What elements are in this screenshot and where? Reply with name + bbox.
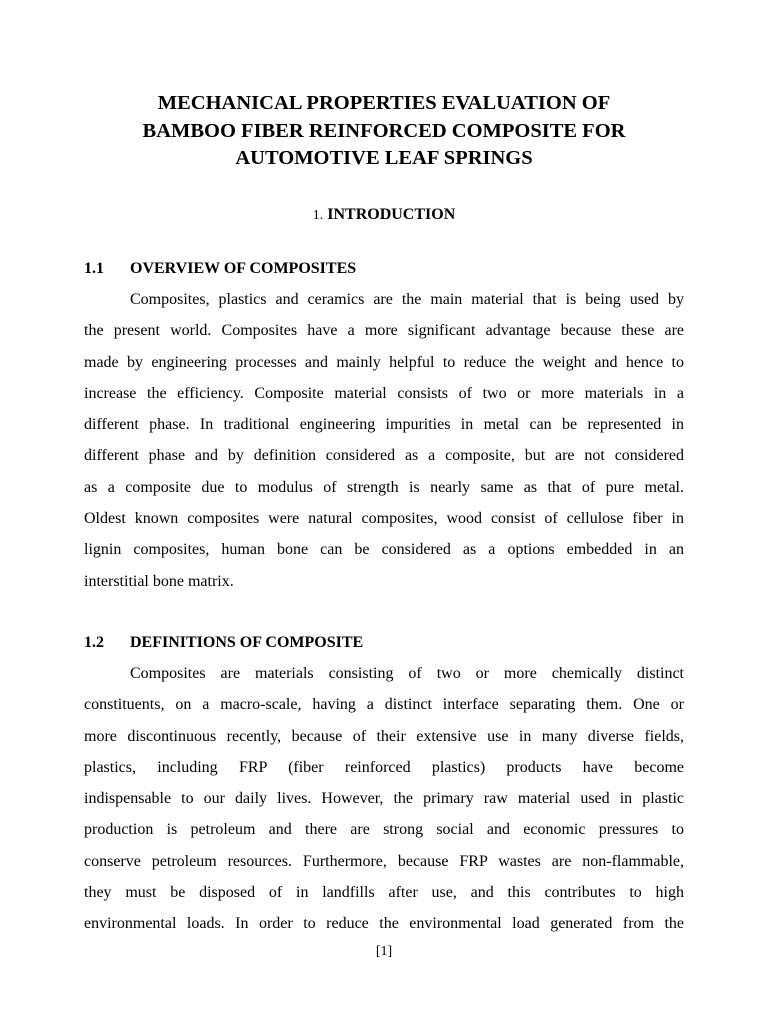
section-paragraph <box>84 663 684 945</box>
paragraph-line: environmental loads. In order to reduce the environmental load generated from the <box>84 915 684 933</box>
title-line: BAMBOO FIBER REINFORCED COMPOSITE FOR <box>142 119 626 142</box>
paragraph-line: different phase. In traditional engineering impurities in metal can be represented in <box>84 416 684 434</box>
section-number: 1.2 <box>84 634 104 651</box>
paragraph-line: they must be disposed of in landfills after use, and this contributes to high <box>84 884 684 902</box>
paragraph-line: Composites are materials consisting of two or more chemically distinct <box>130 665 684 682</box>
paragraph-line: conserve petroleum resources. Furthermore, because FRP wastes are non-flammable, <box>84 852 684 870</box>
paragraph-line: lignin composites, human bone can be considered as a options embedded in an <box>84 541 684 559</box>
section-paragraph <box>84 289 684 602</box>
paragraph-line: made by engineering processes and mainly helpful to reduce the weight and hence to <box>84 353 684 371</box>
chapter-number: 1. <box>312 208 324 223</box>
section-title: DEFINITIONS OF COMPOSITE <box>130 634 364 651</box>
paragraph-line: Oldest known composites were natural composites, wood consist of cellulose fiber in <box>84 510 684 528</box>
paragraph-line: as a composite due to modulus of strength is nearly same as that of pure metal. <box>84 478 684 496</box>
document-title <box>84 90 684 173</box>
chapter-heading <box>84 204 684 227</box>
page-number: [1] <box>375 944 393 959</box>
section-number: 1.1 <box>84 260 104 277</box>
paragraph-line: Composites, plastics and ceramics are the main material that is being used by <box>130 291 684 308</box>
title-line: AUTOMOTIVE LEAF SPRINGS <box>235 147 533 169</box>
paragraph-line: increase the efficiency. Composite material consists of two or more materials in a <box>84 384 684 402</box>
chapter-title: INTRODUCTION <box>327 206 456 223</box>
section-heading <box>84 258 356 280</box>
paragraph-line: indispensable to our daily lives. However, the primary raw material used in plastic <box>84 790 684 808</box>
title-line: MECHANICAL PROPERTIES EVALUATION OF <box>157 92 611 114</box>
paragraph-line: constituents, on a macro-scale, having a distinct interface separating them. One or <box>84 696 684 714</box>
section-heading <box>84 632 363 654</box>
paragraph-line: plastics, including FRP (fiber reinforced plastics) products have become <box>84 758 684 776</box>
section-title: OVERVIEW OF COMPOSITES <box>130 260 357 277</box>
paragraph-line: more discontinuous recently, because of their extensive use in many diverse fields, <box>84 727 684 745</box>
paragraph-line: production is petroleum and there are strong social and economic pressures to <box>84 821 684 839</box>
paragraph-line: the present world. Composites have a more significant advantage because these are <box>84 322 684 340</box>
paragraph-line: interstitial bone matrix. <box>84 572 234 590</box>
paragraph-line: different phase and by definition considered as a composite, but are not considered <box>84 447 684 465</box>
